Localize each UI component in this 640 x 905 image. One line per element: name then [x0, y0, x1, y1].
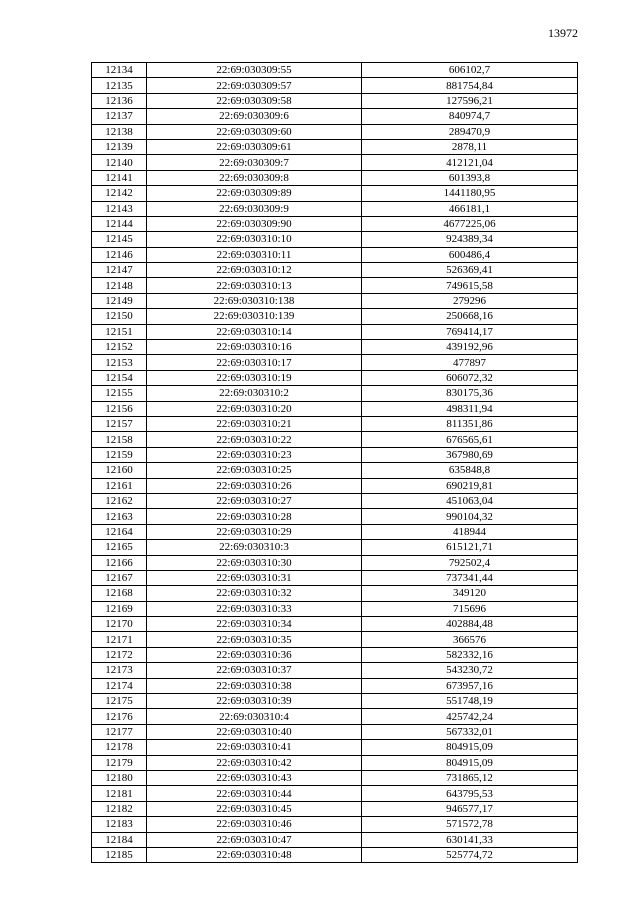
row-number-cell: 12166: [92, 555, 147, 570]
table-row: [92, 247, 578, 262]
row-number-cell: 12146: [92, 247, 147, 262]
table-row: [92, 155, 578, 170]
cadastral-number-cell: 22:69:030310:26: [147, 478, 362, 493]
value-cell: 946577,17: [362, 801, 578, 816]
cadastral-number-cell: 22:69:030310:139: [147, 309, 362, 324]
row-number-cell: 12136: [92, 93, 147, 108]
table-row: [92, 570, 578, 585]
table-row: [92, 755, 578, 770]
row-number-cell: 12162: [92, 493, 147, 508]
value-cell: 349120: [362, 586, 578, 601]
value-cell: 571572,78: [362, 817, 578, 832]
table-row: [92, 355, 578, 370]
cadastral-number-cell: 22:69:030310:35: [147, 632, 362, 647]
table-row: [92, 770, 578, 785]
table-row: [92, 278, 578, 293]
cadastral-number-cell: 22:69:030309:9: [147, 201, 362, 216]
cadastral-number-cell: 22:69:030310:4: [147, 709, 362, 724]
row-number-cell: 12135: [92, 78, 147, 93]
table-row: [92, 509, 578, 524]
value-cell: 606072,32: [362, 370, 578, 385]
value-cell: 279296: [362, 293, 578, 308]
cadastral-number-cell: 22:69:030310:40: [147, 724, 362, 739]
value-cell: 4677225,06: [362, 216, 578, 231]
table-row: [92, 216, 578, 231]
cadastral-value-table: [91, 62, 578, 863]
value-cell: 749615,58: [362, 278, 578, 293]
row-number-cell: 12160: [92, 463, 147, 478]
row-number-cell: 12159: [92, 447, 147, 462]
table-row: [92, 401, 578, 416]
table-row: [92, 416, 578, 431]
cadastral-number-cell: 22:69:030309:55: [147, 63, 362, 78]
table-row: [92, 493, 578, 508]
table-row: [92, 386, 578, 401]
cadastral-number-cell: 22:69:030310:16: [147, 340, 362, 355]
row-number-cell: 12161: [92, 478, 147, 493]
cadastral-number-cell: 22:69:030309:90: [147, 216, 362, 231]
value-cell: 2878,11: [362, 139, 578, 154]
table-row: [92, 124, 578, 139]
row-number-cell: 12169: [92, 601, 147, 616]
row-number-cell: 12170: [92, 617, 147, 632]
cadastral-number-cell: 22:69:030310:47: [147, 832, 362, 847]
row-number-cell: 12178: [92, 740, 147, 755]
value-cell: 924389,34: [362, 232, 578, 247]
value-cell: 466181,1: [362, 201, 578, 216]
value-cell: 769414,17: [362, 324, 578, 339]
table-row: [92, 324, 578, 339]
table-row: [92, 617, 578, 632]
value-cell: 418944: [362, 524, 578, 539]
value-cell: 643795,53: [362, 786, 578, 801]
value-cell: 737341,44: [362, 570, 578, 585]
value-cell: 600486,4: [362, 247, 578, 262]
table-row: [92, 63, 578, 78]
table-row: [92, 78, 578, 93]
value-cell: 425742,24: [362, 709, 578, 724]
row-number-cell: 12154: [92, 370, 147, 385]
cadastral-number-cell: 22:69:030309:7: [147, 155, 362, 170]
cadastral-number-cell: 22:69:030310:2: [147, 386, 362, 401]
value-cell: 451063,04: [362, 493, 578, 508]
value-cell: 477897: [362, 355, 578, 370]
value-cell: 615121,71: [362, 540, 578, 555]
table-row: [92, 201, 578, 216]
row-number-cell: 12177: [92, 724, 147, 739]
table-row: [92, 817, 578, 832]
row-number-cell: 12145: [92, 232, 147, 247]
cadastral-number-cell: 22:69:030310:10: [147, 232, 362, 247]
cadastral-number-cell: 22:69:030310:20: [147, 401, 362, 416]
cadastral-number-cell: 22:69:030310:46: [147, 817, 362, 832]
table-row: [92, 586, 578, 601]
cadastral-number-cell: 22:69:030310:33: [147, 601, 362, 616]
table-row: [92, 478, 578, 493]
value-cell: 606102,7: [362, 63, 578, 78]
cadastral-number-cell: 22:69:030309:58: [147, 93, 362, 108]
table-row: [92, 832, 578, 847]
cadastral-number-cell: 22:69:030310:36: [147, 647, 362, 662]
row-number-cell: 12140: [92, 155, 147, 170]
table-row: [92, 186, 578, 201]
cadastral-number-cell: 22:69:030309:6: [147, 109, 362, 124]
row-number-cell: 12163: [92, 509, 147, 524]
value-cell: 1441180,95: [362, 186, 578, 201]
row-number-cell: 12137: [92, 109, 147, 124]
row-number-cell: 12179: [92, 755, 147, 770]
cadastral-number-cell: 22:69:030310:17: [147, 355, 362, 370]
page-number: 13972: [548, 26, 578, 40]
value-cell: 881754,84: [362, 78, 578, 93]
value-cell: 567332,01: [362, 724, 578, 739]
row-number-cell: 12147: [92, 263, 147, 278]
cadastral-number-cell: 22:69:030310:29: [147, 524, 362, 539]
table-row: [92, 463, 578, 478]
cadastral-number-cell: 22:69:030310:12: [147, 263, 362, 278]
value-cell: 811351,86: [362, 416, 578, 431]
row-number-cell: 12183: [92, 817, 147, 832]
table-row: [92, 663, 578, 678]
table-row: [92, 370, 578, 385]
row-number-cell: 12156: [92, 401, 147, 416]
table-row: [92, 232, 578, 247]
cadastral-number-cell: 22:69:030310:44: [147, 786, 362, 801]
row-number-cell: 12185: [92, 847, 147, 862]
row-number-cell: 12155: [92, 386, 147, 401]
value-cell: 551748,19: [362, 694, 578, 709]
row-number-cell: 12174: [92, 678, 147, 693]
row-number-cell: 12181: [92, 786, 147, 801]
value-cell: 525774,72: [362, 847, 578, 862]
row-number-cell: 12180: [92, 770, 147, 785]
cadastral-number-cell: 22:69:030310:48: [147, 847, 362, 862]
value-cell: 804915,09: [362, 740, 578, 755]
cadastral-number-cell: 22:69:030310:43: [147, 770, 362, 785]
value-cell: 439192,96: [362, 340, 578, 355]
table-row: [92, 340, 578, 355]
row-number-cell: 12141: [92, 170, 147, 185]
value-cell: 289470,9: [362, 124, 578, 139]
cadastral-number-cell: 22:69:030310:3: [147, 540, 362, 555]
row-number-cell: 12143: [92, 201, 147, 216]
value-cell: 366576: [362, 632, 578, 647]
table-row: [92, 293, 578, 308]
table-row: [92, 847, 578, 862]
table-row: [92, 93, 578, 108]
cadastral-number-cell: 22:69:030310:22: [147, 432, 362, 447]
value-cell: 543230,72: [362, 663, 578, 678]
table-row: [92, 724, 578, 739]
row-number-cell: 12144: [92, 216, 147, 231]
value-cell: 830175,36: [362, 386, 578, 401]
value-cell: 412121,04: [362, 155, 578, 170]
row-number-cell: 12134: [92, 63, 147, 78]
table-row: [92, 601, 578, 616]
row-number-cell: 12182: [92, 801, 147, 816]
value-cell: 630141,33: [362, 832, 578, 847]
value-cell: 792502,4: [362, 555, 578, 570]
cadastral-number-cell: 22:69:030310:30: [147, 555, 362, 570]
value-cell: 402884,48: [362, 617, 578, 632]
cadastral-number-cell: 22:69:030310:25: [147, 463, 362, 478]
cadastral-number-cell: 22:69:030310:28: [147, 509, 362, 524]
table-row: [92, 540, 578, 555]
value-cell: 673957,16: [362, 678, 578, 693]
cadastral-number-cell: 22:69:030309:57: [147, 78, 362, 93]
table-row: [92, 309, 578, 324]
cadastral-number-cell: 22:69:030310:45: [147, 801, 362, 816]
cadastral-number-cell: 22:69:030310:13: [147, 278, 362, 293]
cadastral-number-cell: 22:69:030310:27: [147, 493, 362, 508]
row-number-cell: 12168: [92, 586, 147, 601]
value-cell: 731865,12: [362, 770, 578, 785]
row-number-cell: 12173: [92, 663, 147, 678]
row-number-cell: 12142: [92, 186, 147, 201]
cadastral-number-cell: 22:69:030310:31: [147, 570, 362, 585]
table-row: [92, 432, 578, 447]
table-row: [92, 139, 578, 154]
table-body: [92, 63, 578, 863]
table-row: [92, 109, 578, 124]
value-cell: 990104,32: [362, 509, 578, 524]
row-number-cell: 12164: [92, 524, 147, 539]
row-number-cell: 12150: [92, 309, 147, 324]
value-cell: 715696: [362, 601, 578, 616]
table-row: [92, 709, 578, 724]
cadastral-number-cell: 22:69:030310:39: [147, 694, 362, 709]
cadastral-number-cell: 22:69:030310:41: [147, 740, 362, 755]
table-row: [92, 801, 578, 816]
table-row: [92, 740, 578, 755]
table-row: [92, 632, 578, 647]
row-number-cell: 12148: [92, 278, 147, 293]
row-number-cell: 12184: [92, 832, 147, 847]
row-number-cell: 12176: [92, 709, 147, 724]
table-row: [92, 694, 578, 709]
cadastral-number-cell: 22:69:030310:37: [147, 663, 362, 678]
row-number-cell: 12151: [92, 324, 147, 339]
row-number-cell: 12152: [92, 340, 147, 355]
cadastral-number-cell: 22:69:030310:23: [147, 447, 362, 462]
value-cell: 250668,16: [362, 309, 578, 324]
cadastral-number-cell: 22:69:030310:11: [147, 247, 362, 262]
value-cell: 127596,21: [362, 93, 578, 108]
value-cell: 498311,94: [362, 401, 578, 416]
row-number-cell: 12153: [92, 355, 147, 370]
table-row: [92, 263, 578, 278]
cadastral-number-cell: 22:69:030309:61: [147, 139, 362, 154]
table-row: [92, 447, 578, 462]
row-number-cell: 12167: [92, 570, 147, 585]
row-number-cell: 12175: [92, 694, 147, 709]
value-cell: 676565,61: [362, 432, 578, 447]
cadastral-number-cell: 22:69:030310:42: [147, 755, 362, 770]
table-row: [92, 786, 578, 801]
row-number-cell: 12165: [92, 540, 147, 555]
value-cell: 601393,8: [362, 170, 578, 185]
row-number-cell: 12171: [92, 632, 147, 647]
table-row: [92, 170, 578, 185]
row-number-cell: 12172: [92, 647, 147, 662]
table-row: [92, 678, 578, 693]
table-row: [92, 647, 578, 662]
cadastral-number-cell: 22:69:030310:34: [147, 617, 362, 632]
row-number-cell: 12157: [92, 416, 147, 431]
value-cell: 526369,41: [362, 263, 578, 278]
cadastral-number-cell: 22:69:030310:19: [147, 370, 362, 385]
value-cell: 582332,16: [362, 647, 578, 662]
cadastral-number-cell: 22:69:030309:8: [147, 170, 362, 185]
row-number-cell: 12149: [92, 293, 147, 308]
cadastral-number-cell: 22:69:030310:21: [147, 416, 362, 431]
table-row: [92, 524, 578, 539]
cadastral-number-cell: 22:69:030310:38: [147, 678, 362, 693]
value-cell: 367980,69: [362, 447, 578, 462]
cadastral-number-cell: 22:69:030310:138: [147, 293, 362, 308]
row-number-cell: 12158: [92, 432, 147, 447]
table-row: [92, 555, 578, 570]
row-number-cell: 12138: [92, 124, 147, 139]
value-cell: 804915,09: [362, 755, 578, 770]
cadastral-number-cell: 22:69:030309:89: [147, 186, 362, 201]
cadastral-number-cell: 22:69:030309:60: [147, 124, 362, 139]
row-number-cell: 12139: [92, 139, 147, 154]
value-cell: 635848,8: [362, 463, 578, 478]
cadastral-number-cell: 22:69:030310:14: [147, 324, 362, 339]
cadastral-number-cell: 22:69:030310:32: [147, 586, 362, 601]
value-cell: 840974,7: [362, 109, 578, 124]
value-cell: 690219,81: [362, 478, 578, 493]
